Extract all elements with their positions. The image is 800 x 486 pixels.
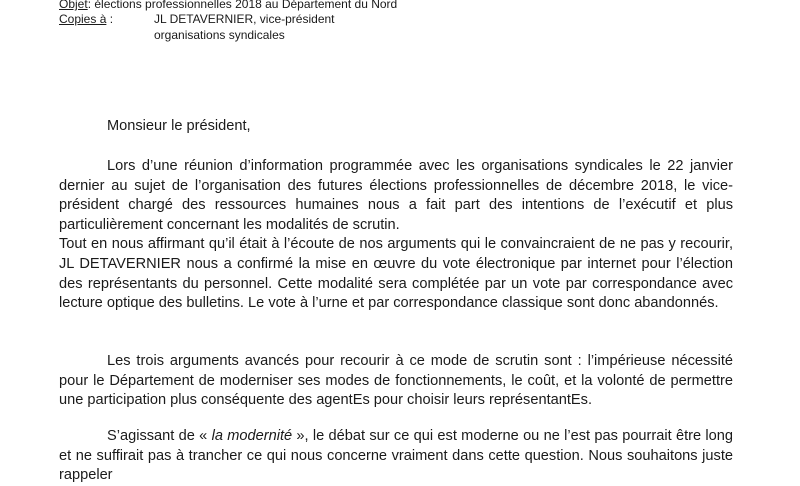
objet-value: : élections professionnelles 2018 au Département du Nord (87, 0, 398, 11)
paragraph-3-text (59, 427, 733, 486)
paragraph-1 (59, 157, 733, 314)
objet-label: Objet (59, 0, 88, 11)
paragraph-1-text: Lors d’une réunion d’information programmée avec les organisations syndicales le 22 janvier dernier au sujet de l’organisation des futures élections professionnelles de décembre 2018, le vice-président chargé des ressources humaines nous a fait part des intentions de l’exécutif et plus particulièrement concernant les modalités de scrutin. (59, 158, 733, 233)
salutation: Monsieur le président, (107, 118, 251, 134)
paragraph-3 (59, 427, 733, 486)
paragraph-2 (59, 352, 733, 411)
paragraph-2-text: Les trois arguments avancés pour recourir à ce mode de scrutin sont : l’impérieuse nécessité pour le Département de moderniser ses modes de fonctionnements, le coût, et la volonté de permettre une participation plus conséquente des agentEs pour choisir leurs représentantEs. (59, 353, 733, 409)
paragraph-3-emphasis: la modernité (211, 428, 293, 444)
copies-recipient-1: JL DETAVERNIER, vice-président (154, 12, 335, 26)
paragraph-3-start: S’agissant de « (107, 428, 212, 444)
copies-label: Copies à (59, 12, 107, 26)
copies-recipient-2: organisations syndicales (154, 28, 285, 42)
copies-colon: : (106, 12, 114, 26)
paragraph-3-end: », le débat sur ce qui est moderne ou ne l’est pas pourrait être long et ne suffirait pas à trancher ce qui nous concerne vraiment dans cette question. Nous souhaitons juste rappeler (59, 428, 734, 484)
objet-line (59, 0, 397, 11)
paragraph-1b-text: Tout en nous affirmant qu’il était à l’écoute de nos arguments qui le convaincraient de ne pas y recourir, JL DETAVERNIER nous a confirmé la mise en œuvre du vote électronique par internet pour l’élection des représentants du personnel. Cette modalité sera complétée par un vote par correspondance avec lecture optique des bulletins. Le vote à l’urne et par correspondance classique sont donc abandonnés. (59, 236, 733, 312)
copies-line (59, 12, 335, 26)
